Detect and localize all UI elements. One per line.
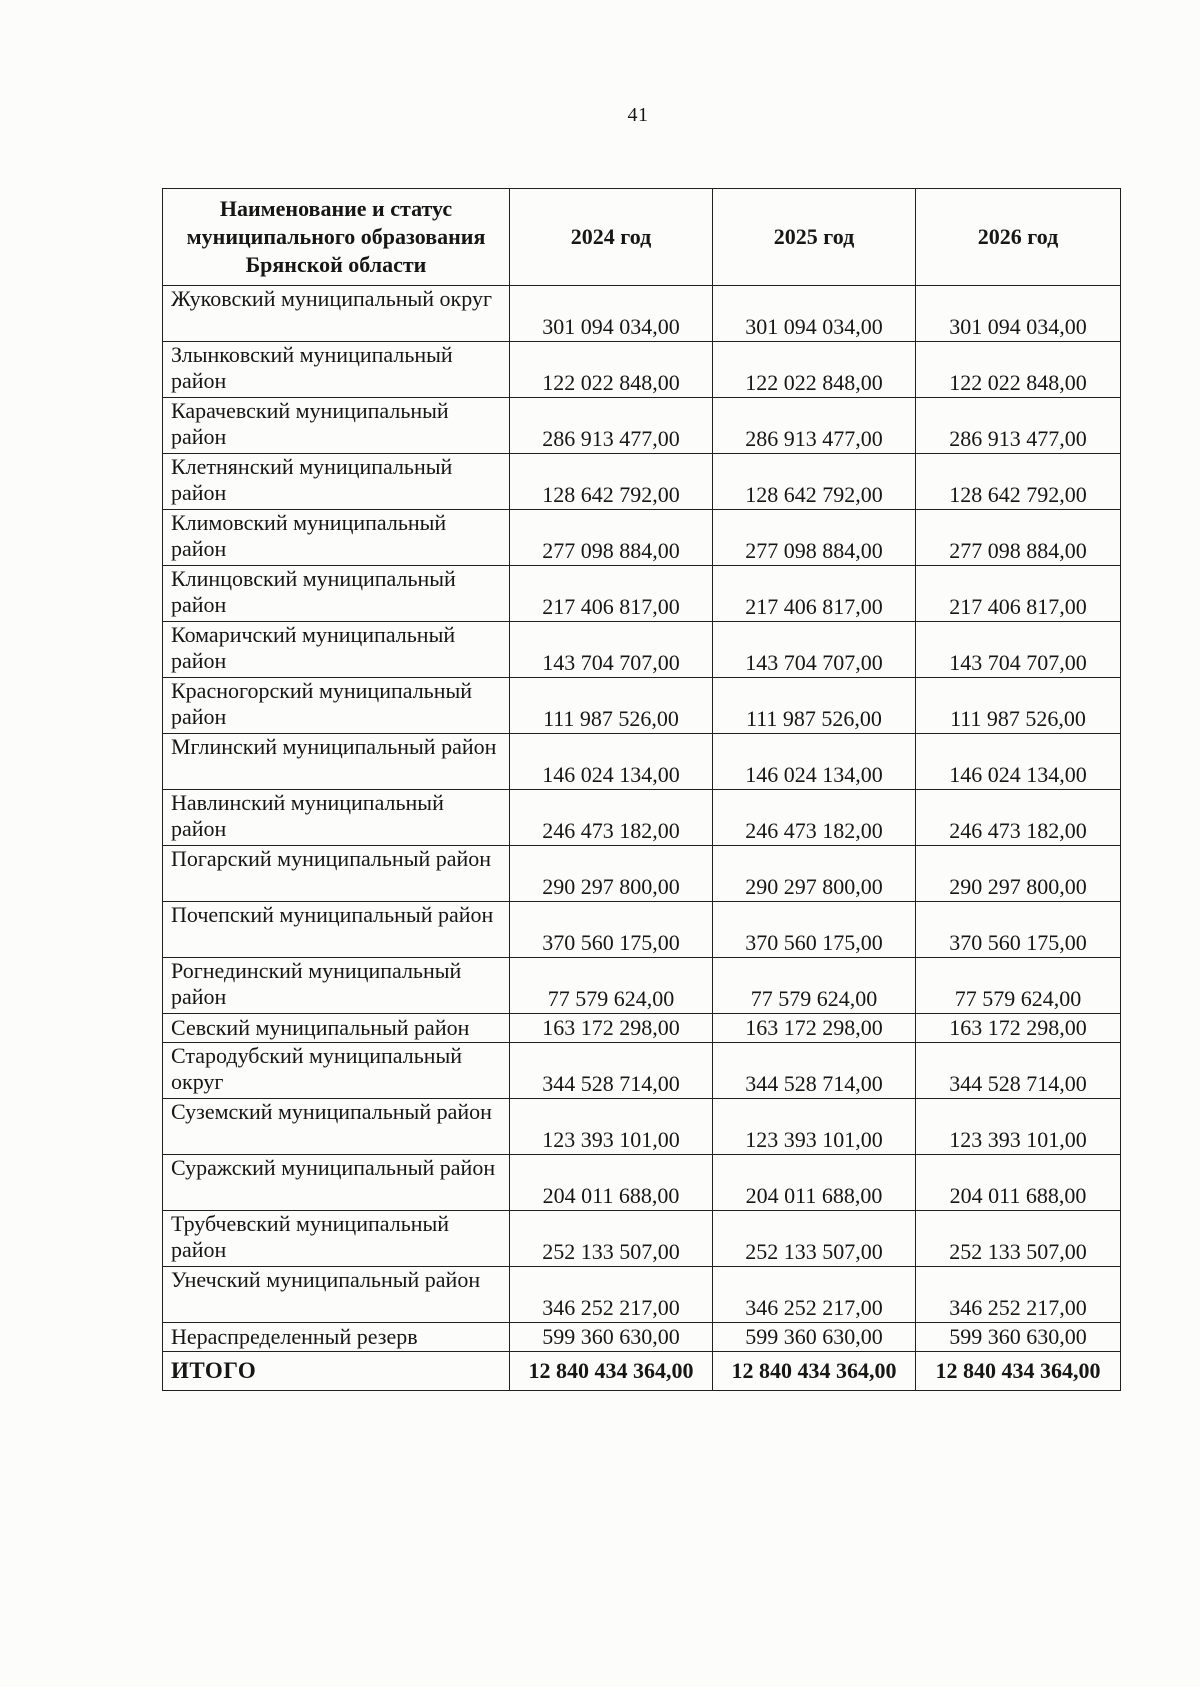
value-2026: 277 098 884,00 [916, 510, 1121, 566]
header-year-2026: 2026 год [916, 189, 1121, 286]
table-row [163, 1099, 1121, 1155]
municipality-name: Карачевский муниципальный район [163, 398, 510, 454]
municipality-name: Климовский муниципальный район [163, 510, 510, 566]
municipality-name: Комаричский муниципальный район [163, 622, 510, 678]
table-row [163, 678, 1121, 734]
value-2024: 128 642 792,00 [510, 454, 713, 510]
table-body [163, 286, 1121, 1352]
value-2025: 252 133 507,00 [713, 1211, 916, 1267]
value-2026: 111 987 526,00 [916, 678, 1121, 734]
value-2024: 277 098 884,00 [510, 510, 713, 566]
table-row [163, 1014, 1121, 1043]
municipality-name: Рогнединский муниципальный район [163, 958, 510, 1014]
table-row [163, 1323, 1121, 1352]
table-row [163, 398, 1121, 454]
value-2026: 252 133 507,00 [916, 1211, 1121, 1267]
municipality-name: Трубчевский муниципальный район [163, 1211, 510, 1267]
value-2024: 163 172 298,00 [510, 1014, 713, 1043]
value-2026: 77 579 624,00 [916, 958, 1121, 1014]
municipality-name: Севский муниципальный район [163, 1014, 510, 1043]
value-2026: 346 252 217,00 [916, 1267, 1121, 1323]
value-2024: 146 024 134,00 [510, 734, 713, 790]
value-2025: 286 913 477,00 [713, 398, 916, 454]
municipality-name: Суземский муниципальный район [163, 1099, 510, 1155]
value-2025: 128 642 792,00 [713, 454, 916, 510]
municipality-name: Клетнянский муниципальный район [163, 454, 510, 510]
value-2025: 122 022 848,00 [713, 342, 916, 398]
value-2026: 122 022 848,00 [916, 342, 1121, 398]
value-2025: 143 704 707,00 [713, 622, 916, 678]
value-2024: 217 406 817,00 [510, 566, 713, 622]
value-2024: 246 473 182,00 [510, 790, 713, 846]
header-year-2024: 2024 год [510, 189, 713, 286]
page-number: 41 [627, 104, 649, 126]
value-2025: 290 297 800,00 [713, 846, 916, 902]
table-row [163, 342, 1121, 398]
table-row [163, 566, 1121, 622]
municipality-name: Суражский муниципальный район [163, 1155, 510, 1211]
value-2024: 301 094 034,00 [510, 286, 713, 342]
value-2025: 277 098 884,00 [713, 510, 916, 566]
value-2025: 163 172 298,00 [713, 1014, 916, 1043]
value-2026: 204 011 688,00 [916, 1155, 1121, 1211]
value-2026: 123 393 101,00 [916, 1099, 1121, 1155]
value-2024: 290 297 800,00 [510, 846, 713, 902]
value-2024: 111 987 526,00 [510, 678, 713, 734]
value-2024: 77 579 624,00 [510, 958, 713, 1014]
table-row [163, 510, 1121, 566]
total-label: ИТОГО [163, 1352, 510, 1391]
value-2024: 344 528 714,00 [510, 1043, 713, 1099]
table-row [163, 1043, 1121, 1099]
value-2026: 301 094 034,00 [916, 286, 1121, 342]
value-2024: 252 133 507,00 [510, 1211, 713, 1267]
total-row [163, 1352, 1121, 1391]
value-2026: 599 360 630,00 [916, 1323, 1121, 1352]
municipality-name: Красногорский муниципальный район [163, 678, 510, 734]
value-2026: 246 473 182,00 [916, 790, 1121, 846]
value-2025: 246 473 182,00 [713, 790, 916, 846]
total-value-2026: 12 840 434 364,00 [916, 1352, 1121, 1391]
value-2026: 290 297 800,00 [916, 846, 1121, 902]
total-value-2024: 12 840 434 364,00 [510, 1352, 713, 1391]
table-row [163, 790, 1121, 846]
value-2024: 370 560 175,00 [510, 902, 713, 958]
value-2024: 143 704 707,00 [510, 622, 713, 678]
table-row [163, 1267, 1121, 1323]
municipality-name: Навлинский муниципальный район [163, 790, 510, 846]
municipality-name: Унечский муниципальный район [163, 1267, 510, 1323]
value-2025: 146 024 134,00 [713, 734, 916, 790]
value-2025: 346 252 217,00 [713, 1267, 916, 1323]
table-row [163, 454, 1121, 510]
value-2025: 599 360 630,00 [713, 1323, 916, 1352]
value-2025: 344 528 714,00 [713, 1043, 916, 1099]
table-row [163, 958, 1121, 1014]
value-2026: 344 528 714,00 [916, 1043, 1121, 1099]
table-row [163, 622, 1121, 678]
value-2026: 128 642 792,00 [916, 454, 1121, 510]
municipality-name: Нераспределенный резерв [163, 1323, 510, 1352]
value-2026: 217 406 817,00 [916, 566, 1121, 622]
value-2026: 146 024 134,00 [916, 734, 1121, 790]
value-2025: 123 393 101,00 [713, 1099, 916, 1155]
value-2024: 346 252 217,00 [510, 1267, 713, 1323]
value-2025: 370 560 175,00 [713, 902, 916, 958]
value-2026: 370 560 175,00 [916, 902, 1121, 958]
value-2024: 123 393 101,00 [510, 1099, 713, 1155]
table-row [163, 846, 1121, 902]
value-2024: 122 022 848,00 [510, 342, 713, 398]
municipality-name: Почепский муниципальный район [163, 902, 510, 958]
value-2026: 163 172 298,00 [916, 1014, 1121, 1043]
value-2024: 286 913 477,00 [510, 398, 713, 454]
table-header-row [163, 189, 1121, 286]
total-value-2025: 12 840 434 364,00 [713, 1352, 916, 1391]
municipality-name: Мглинский муниципальный район [163, 734, 510, 790]
table-row [163, 734, 1121, 790]
header-municipality-name: Наименование и статус муниципального образования Брянской области [163, 189, 510, 286]
value-2025: 217 406 817,00 [713, 566, 916, 622]
municipality-name: Клинцовский муниципальный район [163, 566, 510, 622]
value-2025: 111 987 526,00 [713, 678, 916, 734]
municipality-name: Злынковский муниципальный район [163, 342, 510, 398]
value-2025: 204 011 688,00 [713, 1155, 916, 1211]
table-row [163, 286, 1121, 342]
municipality-name: Жуковский муниципальный округ [163, 286, 510, 342]
value-2024: 204 011 688,00 [510, 1155, 713, 1211]
table-row [163, 1155, 1121, 1211]
value-2026: 143 704 707,00 [916, 622, 1121, 678]
municipality-name: Погарский муниципальный район [163, 846, 510, 902]
value-2024: 599 360 630,00 [510, 1323, 713, 1352]
table-row [163, 902, 1121, 958]
header-year-2025: 2025 год [713, 189, 916, 286]
value-2025: 301 094 034,00 [713, 286, 916, 342]
municipality-name: Стародубский муниципальный округ [163, 1043, 510, 1099]
table-row [163, 1211, 1121, 1267]
value-2025: 77 579 624,00 [713, 958, 916, 1014]
value-2026: 286 913 477,00 [916, 398, 1121, 454]
budget-table [162, 188, 1121, 1391]
